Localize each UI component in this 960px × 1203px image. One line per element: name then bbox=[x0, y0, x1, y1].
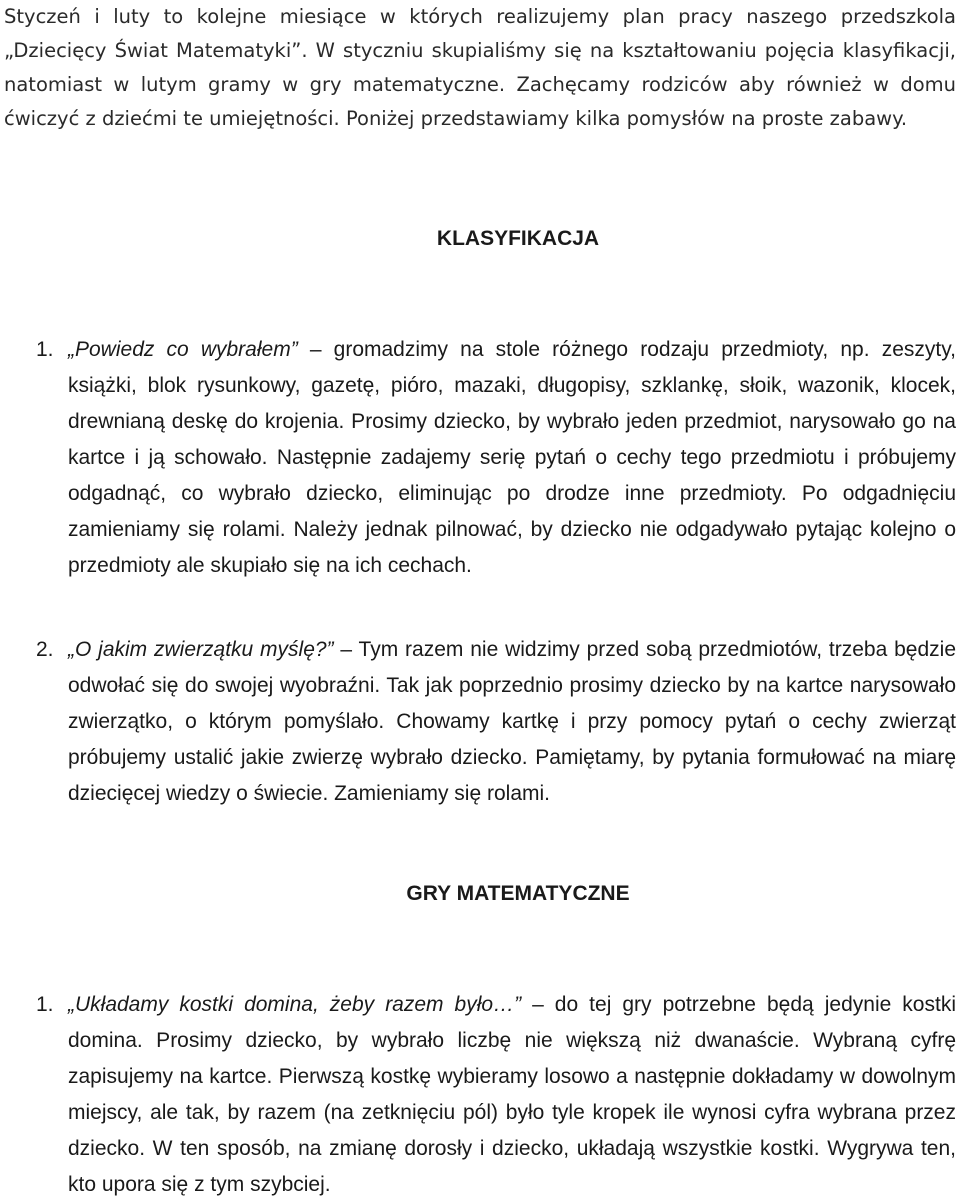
item-number: 2. bbox=[36, 638, 54, 661]
item-title: „Powiedz co wybrałem” bbox=[68, 338, 298, 361]
section-heading-klasyfikacja: KLASYFIKACJA bbox=[436, 227, 600, 250]
list-item bbox=[4, 332, 956, 584]
item-title: „O jakim zwierzątku myślę?” bbox=[68, 638, 334, 661]
item-number: 1. bbox=[36, 993, 54, 1016]
list-item bbox=[4, 987, 956, 1203]
item-text: – gromadzimy na stole różnego rodzaju przedmioty, np. zeszyty, książki, blok rysunkowy, gazetę, pióro, mazaki, długopisy, szklankę, słoik, wazonik, klocek, drewnianą deskę do krojenia. Prosimy dziecko, by wybrało jeden przedmiot, narysowało go na kartce i ją schowało. Następnie zadajemy serię pytań o cechy tego przedmiotu i próbujemy odgadnąć, co wybrało dziecko, eliminując po drodze inne przedmioty. Po odgadnięciu zamieniamy się rolami. Należy jednak pilnować, by dziecko nie odgadywało pytając kolejno o przedmioty ale skupiało się na ich cechach. bbox=[68, 338, 956, 577]
section-heading-gry-matematyczne: GRY MATEMATYCZNE bbox=[406, 882, 630, 905]
intro-paragraph: Styczeń i luty to kolejne miesiące w których realizujemy plan pracy naszego przedszkola „Dziecięcy Świat Matematyki”. W styczniu skupialiśmy się na kształtowaniu pojęcia klasyfikacji, natomiast w lutym gramy w gry matematyczne. Zachęcamy rodziców aby również w domu ćwiczyć z dziećmi te umiejętności. Poniżej przedstawiamy kilka pomysłów na proste zabawy. bbox=[4, 5, 956, 130]
item-text: – do tej gry potrzebne będą jedynie kostki domina. Prosimy dziecko, by wybrało liczbę nie większą niż dwanaście. Wybraną cyfrę zapisujemy na kartce. Pierwszą kostkę wybieramy losowo a następnie dokładamy w dowolnym miejscy, ale tak, by razem (na zetknięciu pól) było tyle kropek ile wynosi cyfra wybrana przez dziecko. W ten sposób, na zmianę dorosły i dziecko, układają wszystkie kostki. Wygrywa ten, kto upora się z tym szybciej. bbox=[68, 993, 956, 1196]
item-number: 1. bbox=[36, 338, 54, 361]
list-item bbox=[4, 632, 956, 812]
item-title: „Układamy kostki domina, żeby razem było…” bbox=[68, 993, 522, 1016]
document-page bbox=[4, 0, 956, 1196]
item-text: – Tym razem nie widzimy przed sobą przedmiotów, trzeba będzie odwołać się do swojej wyobraźni. Tak jak poprzednio prosimy dziecko by na kartce narysowało zwierzątko, o którym pomyślało. Chowamy kartkę i przy pomocy pytań o cechy zwierząt próbujemy ustalić jakie zwierzę wybrało dziecko. Pamiętamy, by pytania formułować na miarę dziecięcej wiedzy o świecie. Zamieniamy się rolami. bbox=[68, 638, 956, 805]
